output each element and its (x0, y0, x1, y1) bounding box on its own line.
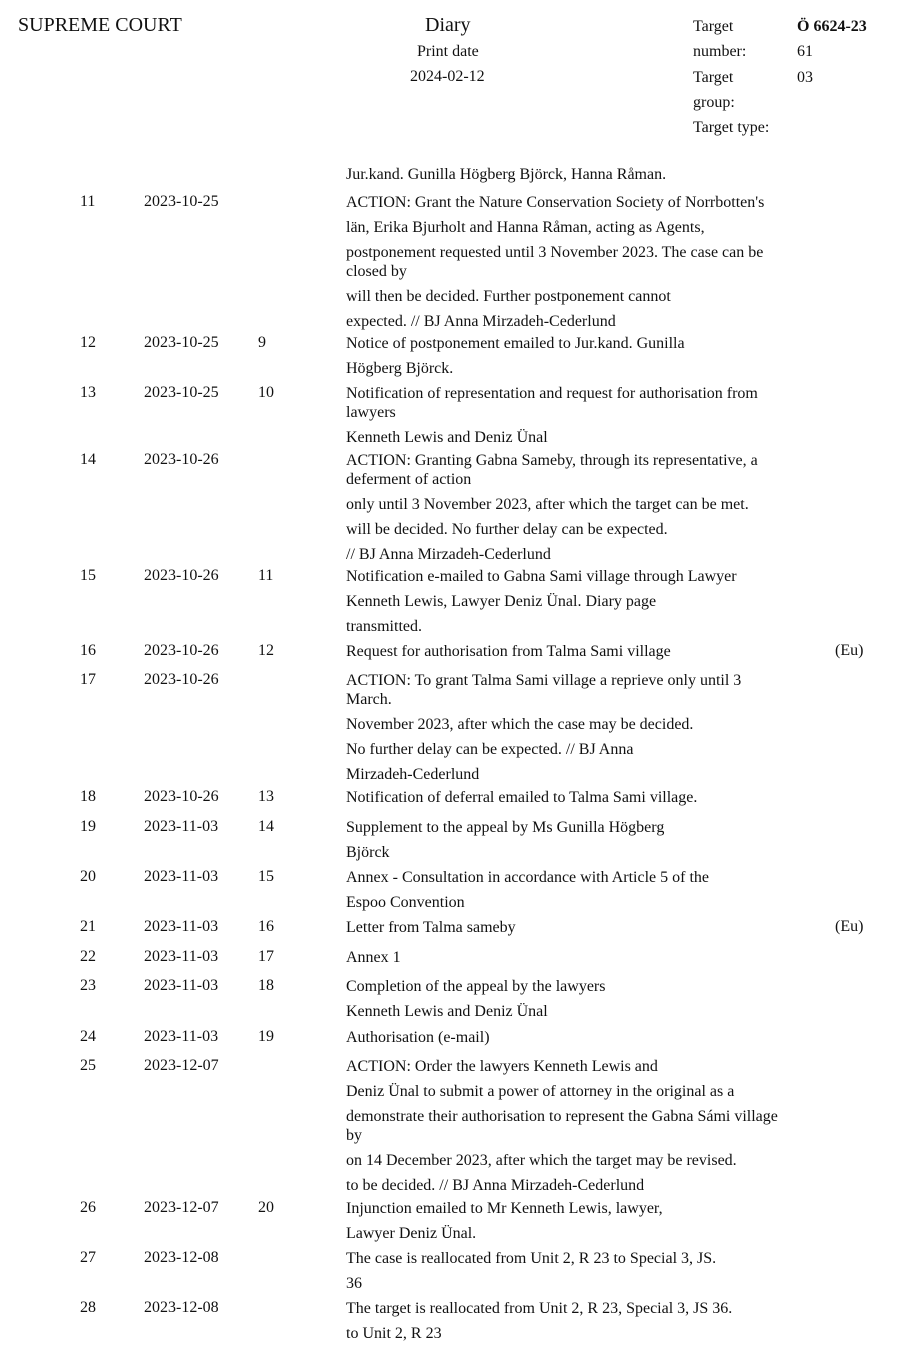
entry-text-line: Request for authorisation from Talma Sami village (346, 643, 671, 660)
entry-text-line: No further delay can be expected. // BJ Anna (346, 741, 634, 758)
entry-text-line: November 2023, after which the case may be decided. (346, 716, 694, 733)
entry-text-line: ACTION: Order the lawyers Kenneth Lewis and (346, 1058, 658, 1075)
entry-text-line: Kenneth Lewis and Deniz Ünal (346, 429, 548, 446)
entry-text (346, 788, 786, 813)
entry-date: 2023-10-26 (144, 671, 219, 688)
entry-text-line: län, Erika Bjurholt and Hanna Råman, acting as Agents, (346, 219, 705, 236)
entry-doc-number: 9 (258, 334, 266, 351)
entry-text (346, 193, 786, 337)
entry-date: 2023-12-08 (144, 1299, 219, 1316)
entry-text (346, 1199, 786, 1249)
entry-number: 12 (80, 334, 96, 351)
entry-number: 22 (80, 948, 96, 965)
case-number: Ö 6624-23 (797, 18, 867, 35)
entry-text-line: demonstrate their authorisation to represent the Gabna Sámi village by (346, 1108, 778, 1144)
target-number-label-1: Target (693, 18, 734, 35)
entry-date: 2023-11-03 (144, 977, 219, 994)
entry-date: 2023-10-25 (144, 334, 219, 351)
entry-text-line: postponement requested until 3 November 2023. The case can be closed by (346, 244, 764, 280)
entry-text-line: Letter from Talma sameby (346, 919, 516, 936)
target-type-label: Target type: (693, 119, 770, 136)
entry-text-line: expected. // BJ Anna Mirzadeh-Cederlund (346, 313, 616, 330)
entry-text (346, 948, 786, 973)
entry-date: 2023-10-26 (144, 567, 219, 584)
page-title: Diary (425, 14, 471, 36)
entry-text-line: ACTION: Grant the Nature Conservation Society of Norrbotten's (346, 194, 765, 211)
entry-doc-number: 12 (258, 642, 274, 659)
entry-number: 25 (80, 1057, 96, 1074)
entry-text (346, 1057, 786, 1201)
entry-text-line: Lawyer Deniz Ünal. (346, 1225, 477, 1242)
entry-doc-number: 15 (258, 868, 274, 885)
entry-text (346, 918, 786, 943)
entry-text-line: Mirzadeh-Cederlund (346, 766, 480, 783)
target-number-label-2: number: (693, 43, 747, 60)
entry-text (346, 1028, 786, 1053)
target-group: 03 (797, 69, 813, 86)
entry-doc-number: 14 (258, 818, 274, 835)
entry-date: 2023-11-03 (144, 1028, 219, 1045)
entry-text (346, 642, 786, 667)
entry-text-line: will then be decided. Further postponement cannot (346, 288, 671, 305)
entry-text-line: Completion of the appeal by the lawyers (346, 978, 606, 995)
target-group-label-2: group: (693, 94, 735, 111)
entry-doc-number: 18 (258, 977, 274, 994)
entry-date: 2023-11-03 (144, 918, 219, 935)
entry-doc-number: 11 (258, 567, 274, 584)
entry-date: 2023-11-03 (144, 818, 219, 835)
entry-date: 2023-10-25 (144, 384, 219, 401)
entry-text-line: on 14 December 2023, after which the target may be revised. (346, 1152, 737, 1169)
entry-text (346, 1249, 786, 1299)
entry-date: 2023-10-26 (144, 451, 219, 468)
entry-text-line: Högberg Björck. (346, 360, 454, 377)
entry-number: 24 (80, 1028, 96, 1045)
entry-doc-number: 20 (258, 1199, 274, 1216)
entry-text (346, 1299, 786, 1349)
entry-date: 2023-12-07 (144, 1199, 219, 1216)
entry-text-line: Notification e-mailed to Gabna Sami village through Lawyer (346, 568, 737, 585)
entry-text-line: Annex 1 (346, 949, 401, 966)
entry-text (346, 451, 786, 570)
entry-text-line: The target is reallocated from Unit 2, R 23, Special 3, JS 36. (346, 1300, 733, 1317)
entry-text-line: only until 3 November 2023, after which the target can be met. (346, 496, 749, 513)
entry-number: 27 (80, 1249, 96, 1266)
entry-doc-number: 17 (258, 948, 274, 965)
entry-text (346, 334, 786, 384)
entry-date: 2023-10-25 (144, 193, 219, 210)
entry-text (346, 384, 786, 453)
entry-text-line: Espoo Convention (346, 894, 465, 911)
entry-doc-number: 10 (258, 384, 274, 401)
entry-text-line: to Unit 2, R 23 (346, 1325, 442, 1342)
entry-text-line: Deniz Ünal to submit a power of attorney in the original as a (346, 1083, 735, 1100)
entry-date: 2023-11-03 (144, 948, 219, 965)
court-name: SUPREME COURT (18, 14, 182, 36)
target-number: 61 (797, 43, 813, 60)
entry-text-line: Injunction emailed to Mr Kenneth Lewis, lawyer, (346, 1200, 663, 1217)
entry-date: 2023-11-03 (144, 868, 219, 885)
entry-text-line: Annex - Consultation in accordance with Article 5 of the (346, 869, 710, 886)
entry-number: 17 (80, 671, 96, 688)
entry-number: 20 (80, 868, 96, 885)
entry-text-line: 36 (346, 1275, 362, 1292)
entry-number: 15 (80, 567, 96, 584)
entry-number: 13 (80, 384, 96, 401)
continuation-line: Jur.kand. Gunilla Högberg Björck, Hanna Råman. (346, 166, 667, 183)
entry-number: 23 (80, 977, 96, 994)
entry-text-line: Kenneth Lewis and Deniz Ünal (346, 1003, 548, 1020)
entry-text-line: Supplement to the appeal by Ms Gunilla Högberg (346, 819, 665, 836)
entry-text-line: Kenneth Lewis, Lawyer Deniz Ünal. Diary page (346, 593, 657, 610)
entry-note: (Eu) (835, 642, 864, 659)
entry-date: 2023-10-26 (144, 642, 219, 659)
entry-text-line: Notification of representation and request for authorisation from lawyers (346, 385, 758, 421)
entry-text-line: Notification of deferral emailed to Talma Sami village. (346, 789, 698, 806)
entry-text-line: to be decided. // BJ Anna Mirzadeh-Cederlund (346, 1177, 645, 1194)
entry-number: 14 (80, 451, 96, 468)
entry-text (346, 977, 786, 1027)
entry-text-line: ACTION: To grant Talma Sami village a reprieve only until 3 March. (346, 672, 742, 708)
entry-number: 16 (80, 642, 96, 659)
entry-text-line: The case is reallocated from Unit 2, R 23 to Special 3, JS. (346, 1250, 717, 1267)
entry-text-line: will be decided. No further delay can be expected. (346, 521, 668, 538)
entry-number: 19 (80, 818, 96, 835)
entry-text-line: Authorisation (e-mail) (346, 1029, 490, 1046)
print-date: 2024-02-12 (410, 68, 485, 85)
entry-text (346, 818, 786, 868)
entry-number: 28 (80, 1299, 96, 1316)
entry-text (346, 567, 786, 642)
entry-text-line: // BJ Anna Mirzadeh-Cederlund (346, 546, 551, 563)
entry-text (346, 671, 786, 790)
entry-date: 2023-10-26 (144, 788, 219, 805)
target-group-label-1: Target (693, 69, 734, 86)
entry-doc-number: 13 (258, 788, 274, 805)
entry-date: 2023-12-08 (144, 1249, 219, 1266)
entry-number: 21 (80, 918, 96, 935)
entry-note: (Eu) (835, 918, 864, 935)
entry-text-line: Notice of postponement emailed to Jur.kand. Gunilla (346, 335, 685, 352)
entry-number: 18 (80, 788, 96, 805)
entry-text-line: transmitted. (346, 618, 422, 635)
entry-text-line: ACTION: Granting Gabna Sameby, through its representative, a deferment of action (346, 452, 758, 488)
entry-doc-number: 19 (258, 1028, 274, 1045)
entry-text (346, 868, 786, 918)
entry-date: 2023-12-07 (144, 1057, 219, 1074)
entry-text-line: Björck (346, 844, 390, 861)
print-date-label: Print date (417, 43, 479, 60)
entry-number: 26 (80, 1199, 96, 1216)
entry-number: 11 (80, 193, 96, 210)
entry-doc-number: 16 (258, 918, 274, 935)
